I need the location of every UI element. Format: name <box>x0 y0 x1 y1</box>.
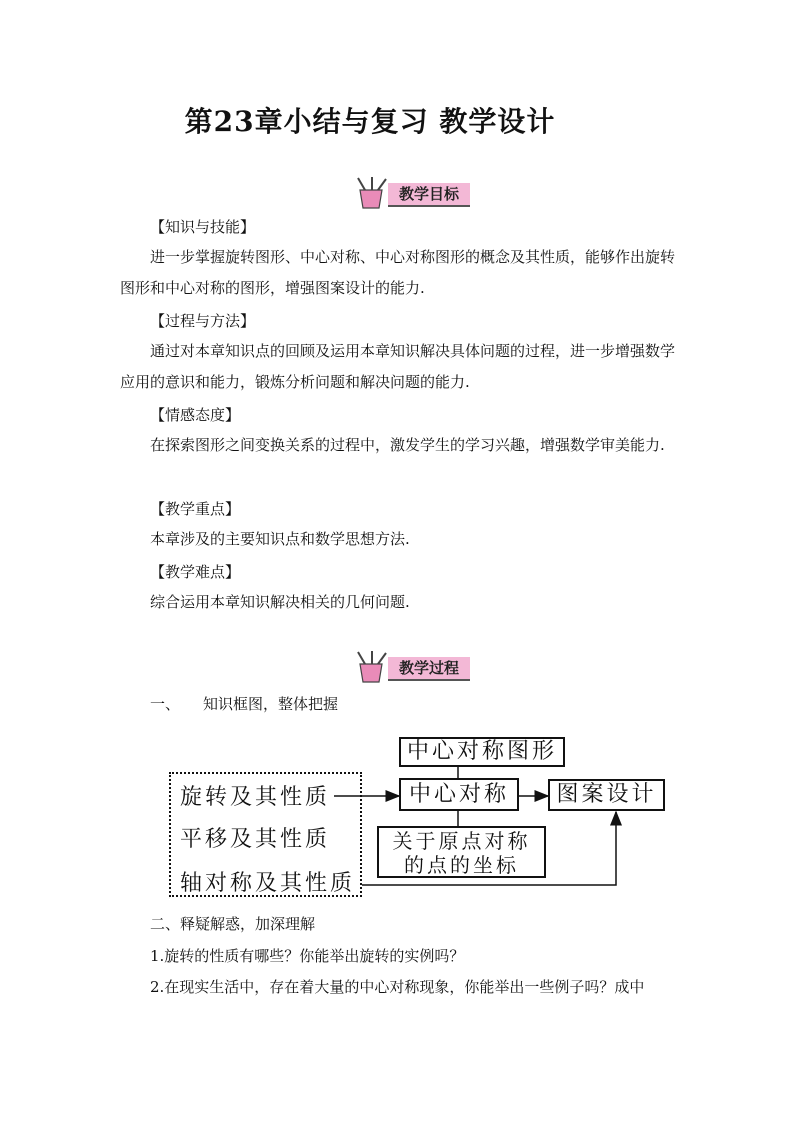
banner-label: 教学过程 <box>388 657 470 681</box>
paragraph-key-points: 本章涉及的主要知识点和数学思想方法. <box>150 530 410 548</box>
heading-process: 【过程与方法】 <box>150 312 256 330</box>
box-central-symmetry: 中心对称 <box>399 778 519 811</box>
banner-label: 教学目标 <box>388 183 470 207</box>
paragraph-process: 通过对本章知识点的回顾及运用本章知识解决具体问题的过程，进一步增强数学应用的意识和能力，锻炼分析问题和解决问题的能力. <box>120 342 676 391</box>
heading-attitude: 【情感态度】 <box>150 406 241 424</box>
page-title: 第23章小结与复习 教学设计 <box>184 105 556 138</box>
box-origin-symmetric-coordinates <box>377 826 546 878</box>
heading-key-points: 【教学重点】 <box>150 500 241 518</box>
heading-difficulties: 【教学难点】 <box>150 563 241 581</box>
box-line-1: 关于原点对称 <box>392 829 531 853</box>
paragraph-difficulties: 综合运用本章知识解决相关的几何问题. <box>150 593 410 611</box>
box-line-2: 的点的坐标 <box>404 853 519 877</box>
paragraph-attitude: 在探索图形之间变换关系的过程中，激发学生的学习兴趣，增强数学审美能力. <box>150 436 665 454</box>
heading-knowledge: 【知识与技能】 <box>150 218 256 236</box>
question-1: 1.旋转的性质有哪些？你能举出旋转的实例吗？ <box>150 947 465 965</box>
item-axial-symmetry: 轴对称及其性质 <box>180 871 356 896</box>
section1-title: 知识框图，整体把握 <box>203 695 339 713</box>
item-translation: 平移及其性质 <box>180 827 331 852</box>
paragraph-knowledge: 进一步掌握旋转图形、中心对称、中心对称图形的概念及其性质，能够作出旋转图形和中心对称的图形，增强图案设计的能力. <box>120 248 676 297</box>
box-pattern-design: 图案设计 <box>548 779 665 811</box>
box-central-symmetric-figure: 中心对称图形 <box>399 737 565 767</box>
item-rotation: 旋转及其性质 <box>180 785 331 810</box>
section2-title: 二、释疑解惑，加深理解 <box>150 915 316 933</box>
question-2: 2.在现实生活中，存在着大量的中心对称现象，你能举出一些例子吗？成中 <box>150 978 645 996</box>
section1-number: 一、 <box>150 695 181 713</box>
